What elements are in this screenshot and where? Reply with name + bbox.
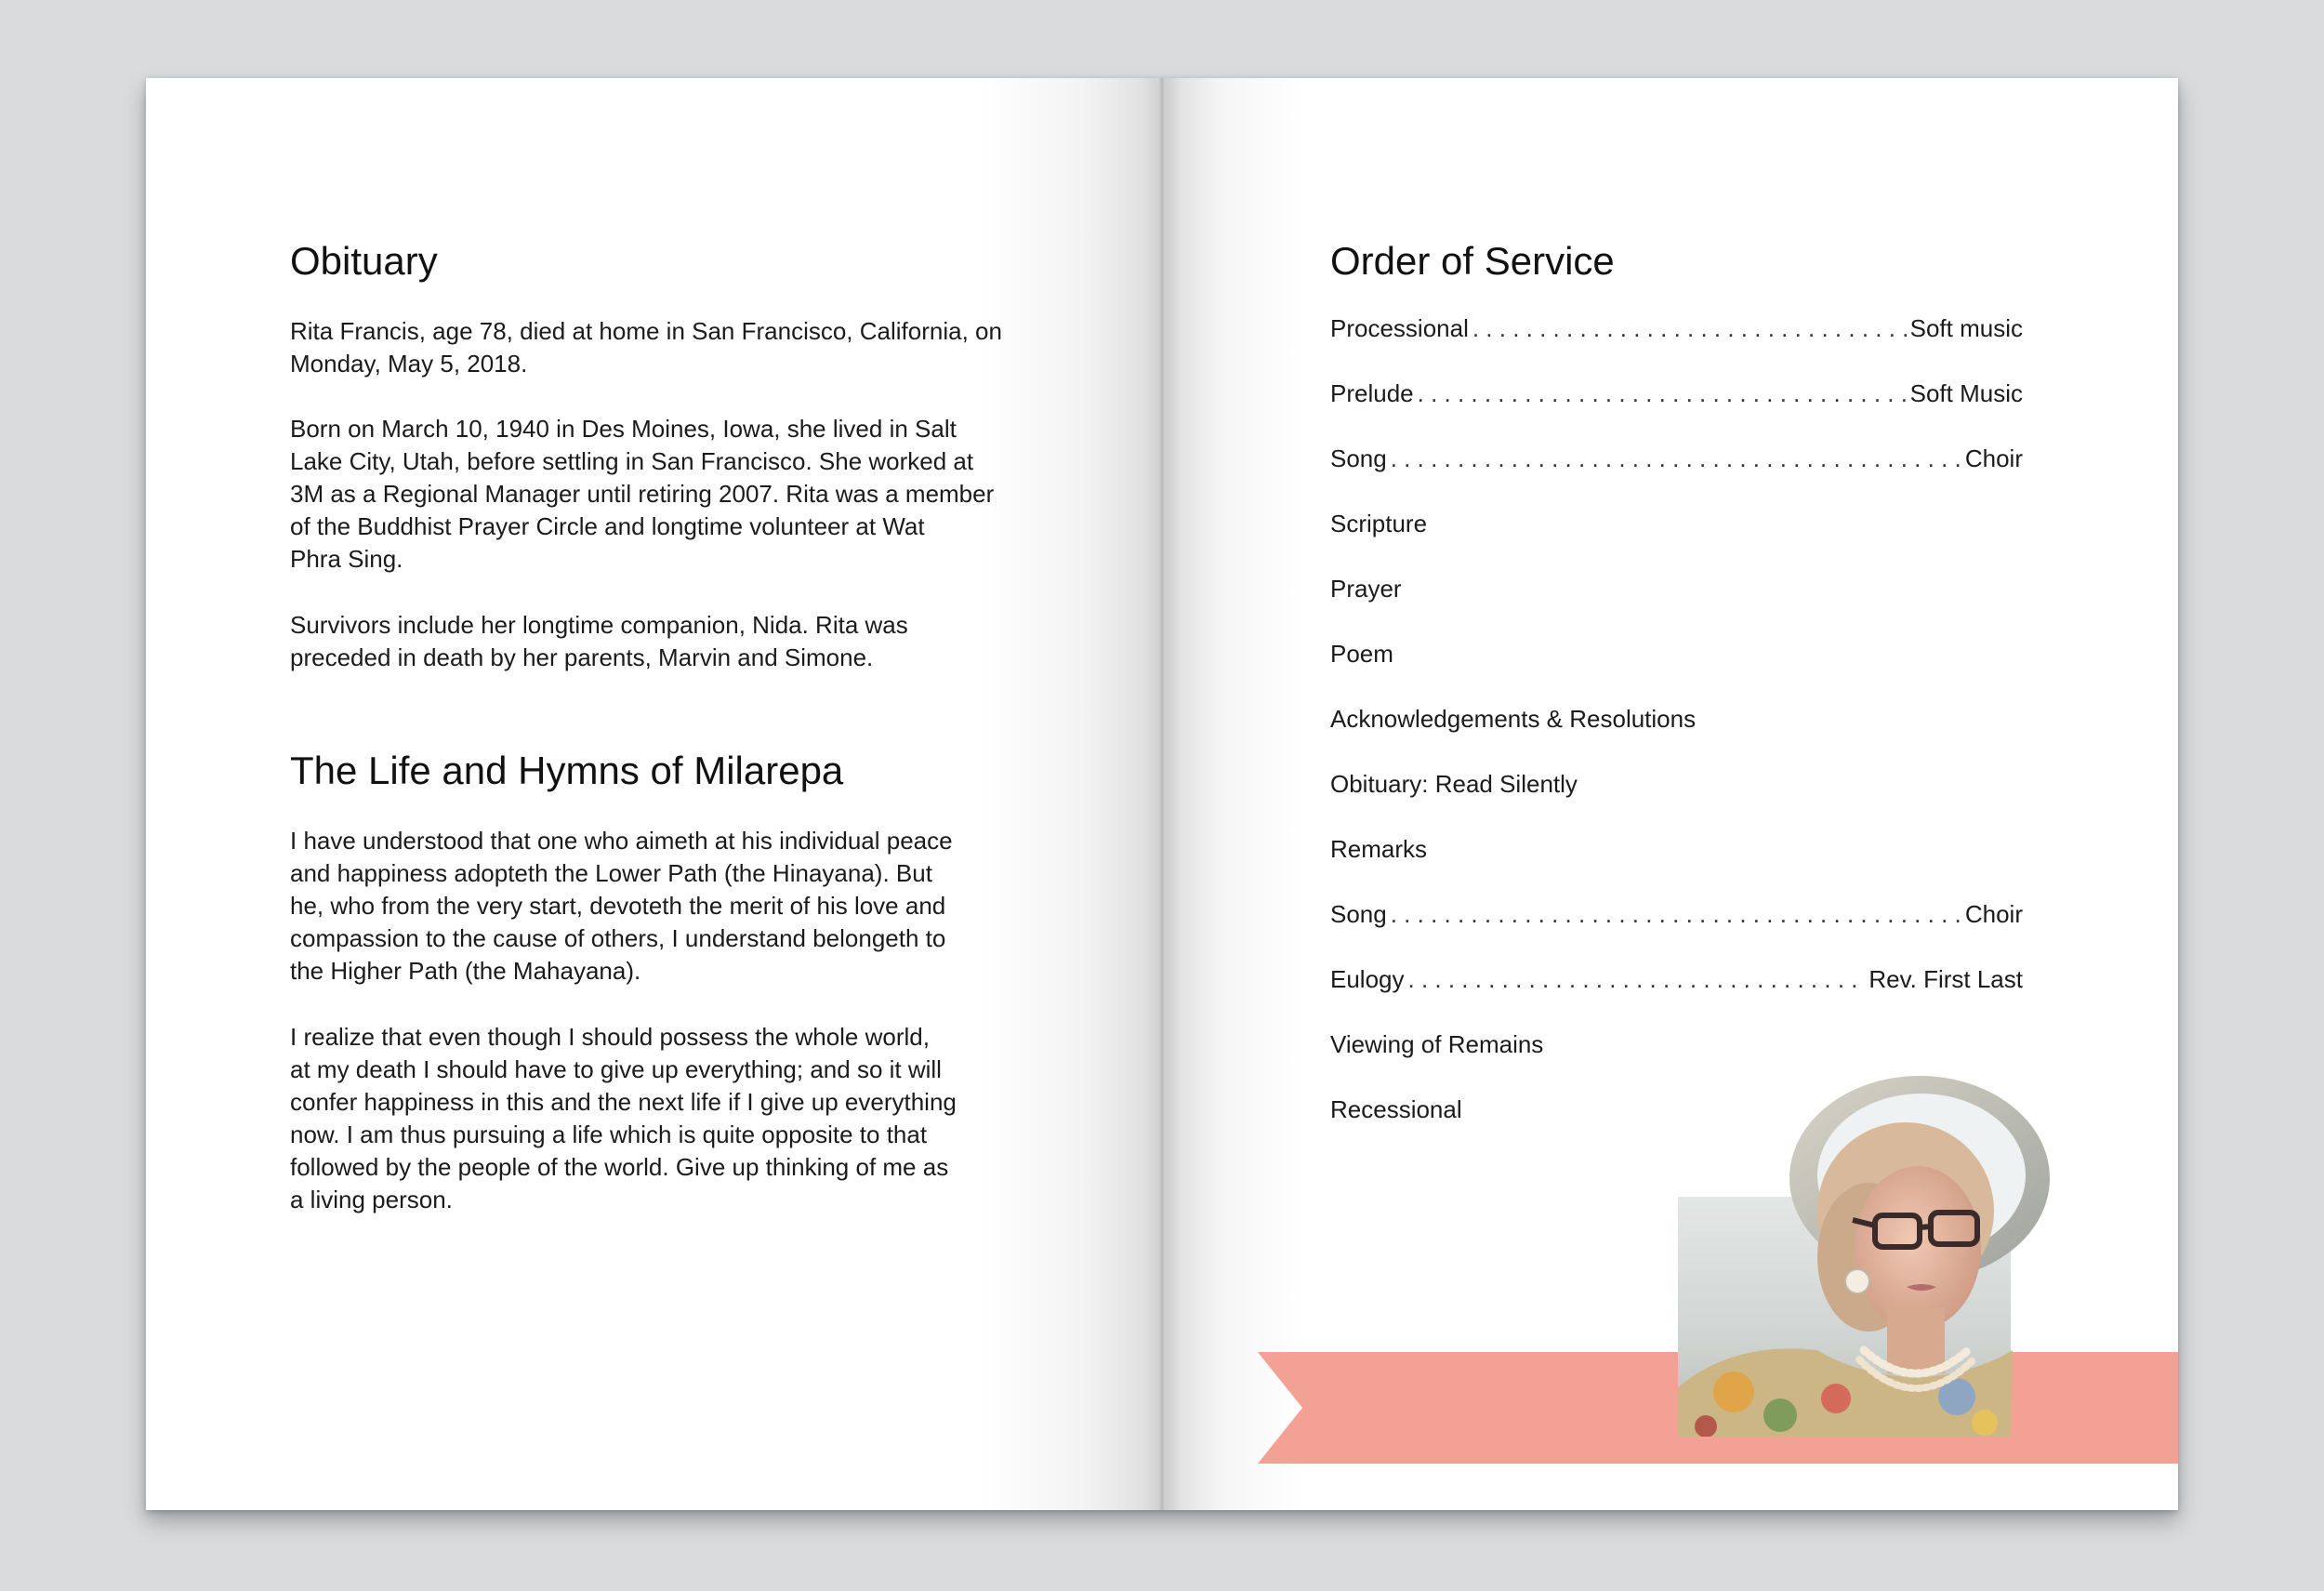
service-item-name: Song — [1330, 900, 1387, 928]
leader-dots — [1408, 963, 1866, 996]
service-item-name: Processional — [1330, 314, 1469, 342]
hymns-paragraph-2: I realize that even though I should possess the whole world, at my death I should have to give up everything; and so it will confer happiness in this and the next life if I give up everything now. I am thus pursuing a life which is quite opposite to that followed by the people of the world. Give up thinking of me as a living person. — [290, 1023, 957, 1213]
service-item — [1330, 768, 2023, 833]
booklet-spine — [1158, 78, 1166, 1510]
leader-dots — [1472, 312, 1907, 345]
service-item — [1330, 508, 2023, 573]
obituary-heading: Obituary — [290, 239, 438, 283]
service-item-name: Eulogy — [1330, 965, 1405, 993]
left-page — [146, 78, 1162, 1510]
service-item-name: Prelude — [1330, 379, 1414, 407]
service-item-name: Acknowledgements & Resolutions — [1330, 705, 1697, 733]
obituary-paragraph-3: Survivors include her longtime companion, Nida. Rita was preceded in death by her parents, Marvin and Simone. — [290, 611, 908, 671]
order-of-service-heading: Order of Service — [1330, 239, 1615, 283]
service-item-name: Viewing of Remains — [1330, 1030, 1544, 1058]
service-item-name: Remarks — [1330, 835, 1428, 863]
service-item — [1330, 833, 2023, 898]
hymns-paragraph-1: I have understood that one who aimeth at his individual peace and happiness adopteth the Lower Path (the Hinayana). But he, who from the very start, devoteth the merit of his love and compassion to the cause of others, I understand belongeth to the Higher Path (the Mahayana). — [290, 827, 953, 985]
service-list — [1330, 312, 2023, 1159]
service-item — [1330, 443, 2023, 508]
service-item-name: Poem — [1330, 640, 1393, 668]
service-item-detail: Choir — [1964, 900, 2023, 928]
right-page — [1162, 78, 2178, 1510]
obituary-paragraph-1: Rita Francis, age 78, died at home in San Francisco, California, on Monday, May 5, 2018. — [290, 317, 1002, 378]
service-item-name: Scripture — [1330, 510, 1428, 537]
service-item-detail: Choir — [1964, 444, 2023, 472]
leader-dots — [1391, 443, 1961, 475]
service-item-name: Song — [1330, 444, 1387, 472]
service-item — [1330, 312, 2023, 378]
service-item — [1330, 638, 2023, 703]
obituary-paragraph-2: Born on March 10, 1940 in Des Moines, Iowa, she lived in Salt Lake City, Utah, before settling in San Francisco. She worked at 3M as a Regional Manager until retiring 2007. Rita was a member of the Buddhist Prayer Circle and longtime volunteer at Wat Phra Sing. — [290, 415, 995, 573]
service-item-detail: Soft Music — [1909, 379, 2023, 407]
booklet-spread — [146, 78, 2178, 1510]
service-item-detail: Soft music — [1909, 314, 2023, 342]
service-item-name: Prayer — [1330, 575, 1402, 603]
service-item-name: Obituary: Read Silently — [1330, 770, 1578, 798]
service-item — [1330, 703, 2023, 768]
hymns-heading: The Life and Hymns of Milarepa — [290, 749, 844, 792]
service-item-name: Recessional — [1330, 1095, 1462, 1123]
service-item — [1330, 898, 2023, 963]
service-item — [1330, 378, 2023, 443]
service-item — [1330, 963, 2023, 1028]
service-item — [1330, 573, 2023, 638]
service-item-detail: Rev. First Last — [1868, 965, 2023, 993]
portrait-photo — [1678, 1071, 2068, 1437]
leader-dots — [1391, 898, 1961, 931]
leader-dots — [1418, 378, 1907, 410]
